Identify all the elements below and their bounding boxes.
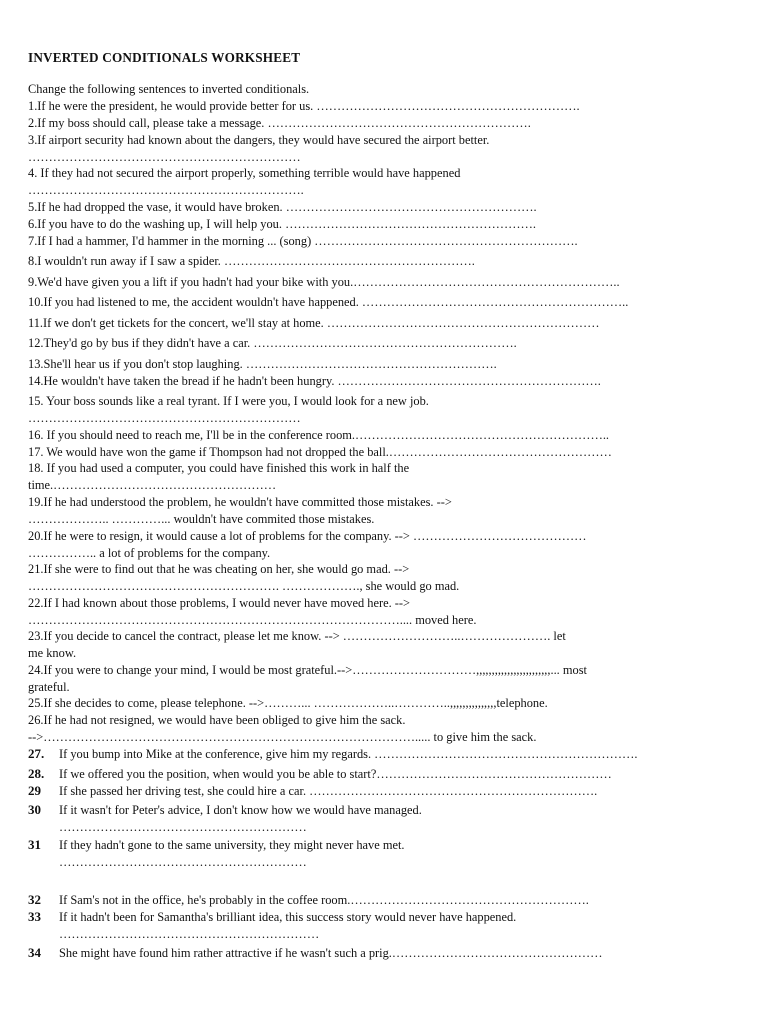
exercise-line: 17. We would have won the game if Thompson had not dropped the ball.……………………………………………… — [28, 445, 612, 459]
exercise-item — [28, 427, 750, 444]
numbered-exercise-item — [28, 892, 750, 909]
exercise-line: 10.If you had listened to me, the accident wouldn't have happened. ……………………………………………………….. — [28, 295, 629, 309]
exercise-line: …………………………………………………… — [59, 854, 307, 869]
exercise-item — [28, 373, 750, 390]
exercise-line: 5.If he had dropped the vase, it would have broken. ……………………………………………………. — [28, 200, 537, 214]
exercise-line: 3.If airport security had known about the dangers, they would have secured the airport better. — [28, 133, 490, 147]
exercise-line: 1.If he were the president, he would provide better for us. ………………………………………………………. — [28, 99, 580, 113]
exercise-line — [28, 783, 750, 800]
exercise-line: ………………………………………………………… — [28, 410, 301, 425]
exercise-text: If it hadn't been for Samantha's brilliant idea, this success story would never have happened. — [59, 910, 517, 924]
exercise-text: She might have found him rather attractive if he wasn't such a prig.…………………………………………… — [59, 946, 603, 960]
exercise-line: 23.If you decide to cancel the contract, please let me know. --> ………………………..…………………. let — [28, 629, 566, 643]
exercise-line: 15. Your boss sounds like a real tyrant. If I were you, I would look for a new job. — [28, 394, 429, 408]
exercise-text: If you bump into Mike at the conference, give him my regards. ………………………………………………………. — [59, 747, 638, 761]
exercise-line: ……………………………………………………. ………………., she would go mad. — [28, 578, 460, 593]
exercise-line: …………………………………………………… — [59, 819, 307, 834]
exercise-number: 31 — [28, 837, 41, 852]
exercise-number: 28. — [28, 766, 45, 781]
exercise-line: 18. If you had used a computer, you could have finished this work in half the — [28, 461, 410, 475]
numbered-exercise-item — [28, 766, 750, 783]
exercise-number: 33 — [28, 909, 41, 924]
exercise-line — [28, 766, 750, 783]
exercise-item — [28, 165, 750, 198]
exercise-line: 19.If he had understood the problem, he wouldn't have committed those mistakes. --> — [28, 495, 452, 509]
exercise-item — [28, 628, 750, 661]
numbered-exercise-item — [28, 746, 750, 763]
worksheet-title: INVERTED CONDITIONALS WORKSHEET — [28, 50, 301, 65]
exercise-item — [28, 315, 750, 332]
exercise-line: 9.We'd have given you a lift if you hadn't had your bike with you.……………………………………………………….. — [28, 275, 620, 289]
exercise-line: grateful. — [28, 679, 70, 694]
exercise-text: If they hadn't gone to the same university, they might never have met. — [59, 838, 405, 852]
exercise-line: 14.He wouldn't have taken the bread if he hadn't been hungry. ………………………………………………………. — [28, 374, 601, 388]
numbered-exercise-item — [28, 837, 750, 870]
exercise-line — [28, 909, 750, 926]
exercise-number: 34 — [28, 945, 41, 960]
exercise-line: 26.If he had not resigned, we would have been obliged to give him the sack. — [28, 713, 406, 727]
exercise-line — [28, 746, 750, 763]
exercise-item — [28, 274, 750, 291]
exercise-item — [28, 294, 750, 311]
exercise-line: 2.If my boss should call, please take a message. ………………………………………………………. — [28, 116, 531, 130]
exercise-line: ……………….. …………... wouldn't have commited those mistakes. — [28, 511, 375, 526]
exercise-line: 11.If we don't get tickets for the concert, we'll stay at home. ………………………………………………………… — [28, 316, 600, 330]
exercise-text: If we offered you the position, when would you be able to start?………………………………………………… — [59, 767, 612, 781]
exercise-item — [28, 199, 750, 216]
exercise-number: 32 — [28, 892, 41, 907]
exercise-line: 16. If you should need to reach me, I'll be in the conference room.…………………………………………………….. — [28, 428, 610, 442]
exercise-line: 8.I wouldn't run away if I saw a spider. ……………………………………………………. — [28, 254, 475, 268]
exercise-line: 24.If you were to change your mind, I would be most grateful.-->…………………………,,,,,,,,,,,,,,,,,,,,,,,,... most — [28, 663, 587, 677]
exercise-item — [28, 528, 750, 561]
exercise-line: …………………………………………………………. — [28, 182, 304, 197]
exercise-line — [28, 892, 750, 909]
exercise-line: -->………………………………………………………………………………..... to give him the sack. — [28, 729, 537, 744]
exercise-item — [28, 132, 750, 165]
exercise-item — [28, 494, 750, 527]
exercise-item — [28, 712, 750, 745]
exercise-line: 4. If they had not secured the airport properly, something terrible would have happened — [28, 166, 461, 180]
exercise-line: me know. — [28, 645, 77, 660]
exercise-item — [28, 98, 750, 115]
exercise-item — [28, 335, 750, 352]
exercise-item — [28, 695, 750, 712]
numbered-exercise-item — [28, 802, 750, 835]
exercise-item — [28, 561, 750, 594]
exercise-item — [28, 393, 750, 426]
exercise-number: 29 — [28, 783, 41, 798]
exercise-item — [28, 115, 750, 132]
exercise-text: If it wasn't for Peter's advice, I don't know how we would have managed. — [59, 803, 422, 817]
exercise-line — [28, 837, 750, 854]
exercise-line: time.……………………………………………… — [28, 477, 277, 492]
exercise-number: 27. — [28, 746, 45, 761]
numbered-exercise-item — [28, 783, 750, 800]
numbered-exercise-item — [28, 945, 750, 962]
exercise-line: 6.If you have to do the washing up, I will help you. ……………………………………………………. — [28, 217, 536, 231]
exercise-text: If she passed her driving test, she could hire a car. ……………………………………………………………. — [59, 784, 598, 798]
exercise-line: ……………………………………………………………………………….... moved here. — [28, 612, 477, 627]
exercise-item — [28, 253, 750, 270]
exercise-line: 13.She'll hear us if you don't stop laughing. ……………………………………………………. — [28, 357, 497, 371]
exercise-line: 20.If he were to resign, it would cause a lot of problems for the company. --> …………………………………… — [28, 529, 587, 543]
exercise-item — [28, 444, 750, 461]
exercise-item — [28, 662, 750, 695]
exercise-line: ………………………………………………………… — [28, 149, 301, 164]
instruction-text: Change the following sentences to inverted conditionals. — [28, 82, 310, 96]
numbered-exercise-item — [28, 909, 750, 942]
exercise-item — [28, 216, 750, 233]
exercise-text: If Sam's not in the office, he's probably in the coffee room.…………………………………………………. — [59, 893, 589, 907]
exercise-line: 21.If she were to find out that he was cheating on her, she would go mad. --> — [28, 562, 410, 576]
exercise-item — [28, 460, 750, 493]
exercise-line — [28, 945, 750, 962]
exercise-line: ……………………………………………………… — [59, 926, 320, 941]
exercise-line — [28, 802, 750, 819]
exercise-line: 12.They'd go by bus if they didn't have a car. ………………………………………………………. — [28, 336, 517, 350]
exercise-line: 7.If I had a hammer, I'd hammer in the morning ... (song) ………………………………………………………. — [28, 234, 578, 248]
exercise-number: 30 — [28, 802, 41, 817]
exercise-line: 25.If she decides to come, please telephone. -->………... ………………..…………..,,,,,,,,,,,,,,,telephone. — [28, 696, 548, 710]
exercise-line: 22.If I had known about those problems, I would never have moved here. --> — [28, 596, 411, 610]
exercise-item — [28, 233, 750, 250]
exercise-item — [28, 595, 750, 628]
exercise-line: …………….. a lot of problems for the company. — [28, 545, 271, 560]
exercise-item — [28, 356, 750, 373]
